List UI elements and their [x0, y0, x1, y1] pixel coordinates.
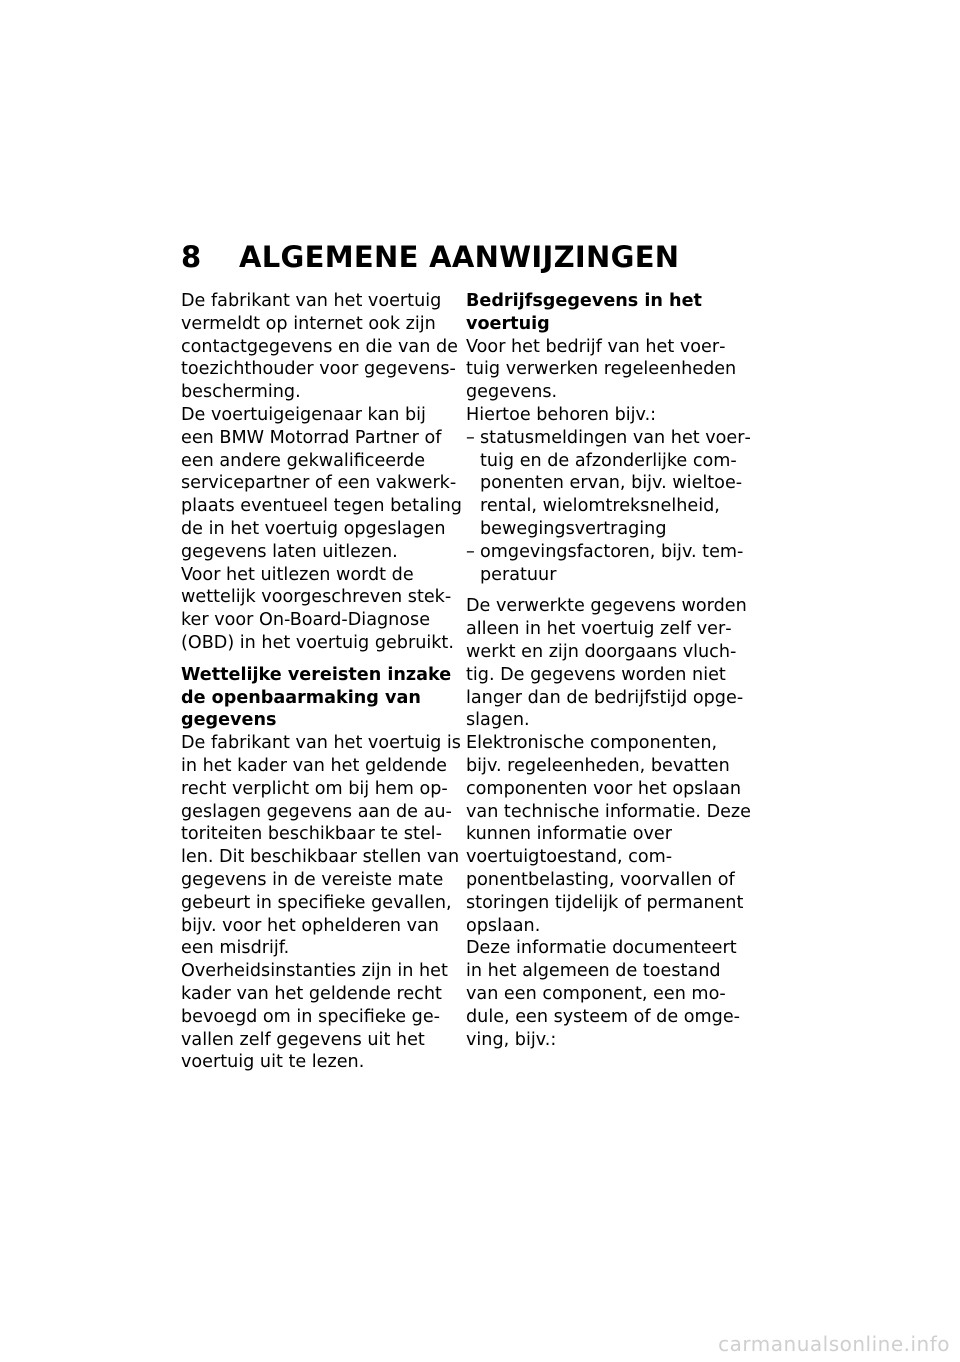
list-item: – statusmeldingen van het voertuig en de afzonderlijke componenten ervan, bijv. wieltoerental, wielomtreksnelheid, bewegingsvertraging — [466, 427, 752, 541]
paragraph: De voertuigeigenaar kan bij een BMW Motorrad Partner of een andere gekwalificeerde servicepartner of een vakwerkplaats eventueel tegen betaling de in het voertuig opgeslagen gegevens laten uitlezen. — [181, 404, 462, 562]
section-heading: Wettelijke vereisten inzake de openbaarmaking van gegevens — [181, 664, 452, 731]
chapter-number: 8 — [181, 240, 202, 274]
paragraph: De fabrikant van het voertuig vermeldt op internet ook zijn contactgegevens en die van de toezichthouder voor gegevensbescherming. — [181, 291, 458, 403]
right-column — [466, 290, 752, 1051]
paragraph: Hiertoe behoren bijv.: — [466, 404, 657, 425]
bullet-list — [466, 427, 752, 587]
list-item: – omgevingsfactoren, bijv. temperatuur — [466, 541, 752, 587]
paragraph: Voor het bedrijf van het voertuig verwerken regeleenheden gegevens. — [466, 336, 737, 403]
paragraph: Elektronische componenten, bijv. regeleenheden, bevatten componenten voor het opslaan van technische informatie. Deze kunnen informatie over voertuigtoestand, componentbelasting, voorvallen of storingen tijdelijk of permanent opslaan. — [466, 733, 751, 936]
chapter-title: ALGEMENE AANWIJZINGEN — [239, 240, 680, 274]
section-heading: Bedrijfsgegevens in het voertuig — [466, 291, 702, 334]
paragraph: Deze informatie documenteert in het algemeen de toestand van een component, een module, een systeem of de omgeving, bijv.: — [466, 938, 741, 1050]
paragraph: Overheidsinstanties zijn in het kader van het geldende recht bevoegd om in specifieke gevallen zelf gegevens uit het voertuig uit te lezen. — [181, 961, 448, 1073]
watermark: carmanualsonline.info — [718, 1332, 950, 1356]
paragraph: Voor het uitlezen wordt de wettelijk voorgeschreven stekker voor On-Board-Diagnose (OBD) in het voertuig gebruikt. — [181, 564, 454, 653]
paragraph: De fabrikant van het voertuig is in het kader van het geldende recht verplicht om bij hem opgeslagen gegevens aan de autoriteiten beschikbaar te stellen. Dit beschikbaar stellen van gegevens in de vereiste mate gebeurt in specifieke gevallen, bijv. voor het ophelderen van een misdrijf. — [181, 733, 461, 959]
page-title — [181, 240, 679, 274]
paragraph: De verwerkte gegevens worden alleen in het voertuig zelf verwerkt en zijn doorgaans vluchtig. De gegevens worden niet langer dan de bedrijfstijd opgeslagen. — [466, 596, 747, 731]
left-column — [181, 290, 463, 1074]
